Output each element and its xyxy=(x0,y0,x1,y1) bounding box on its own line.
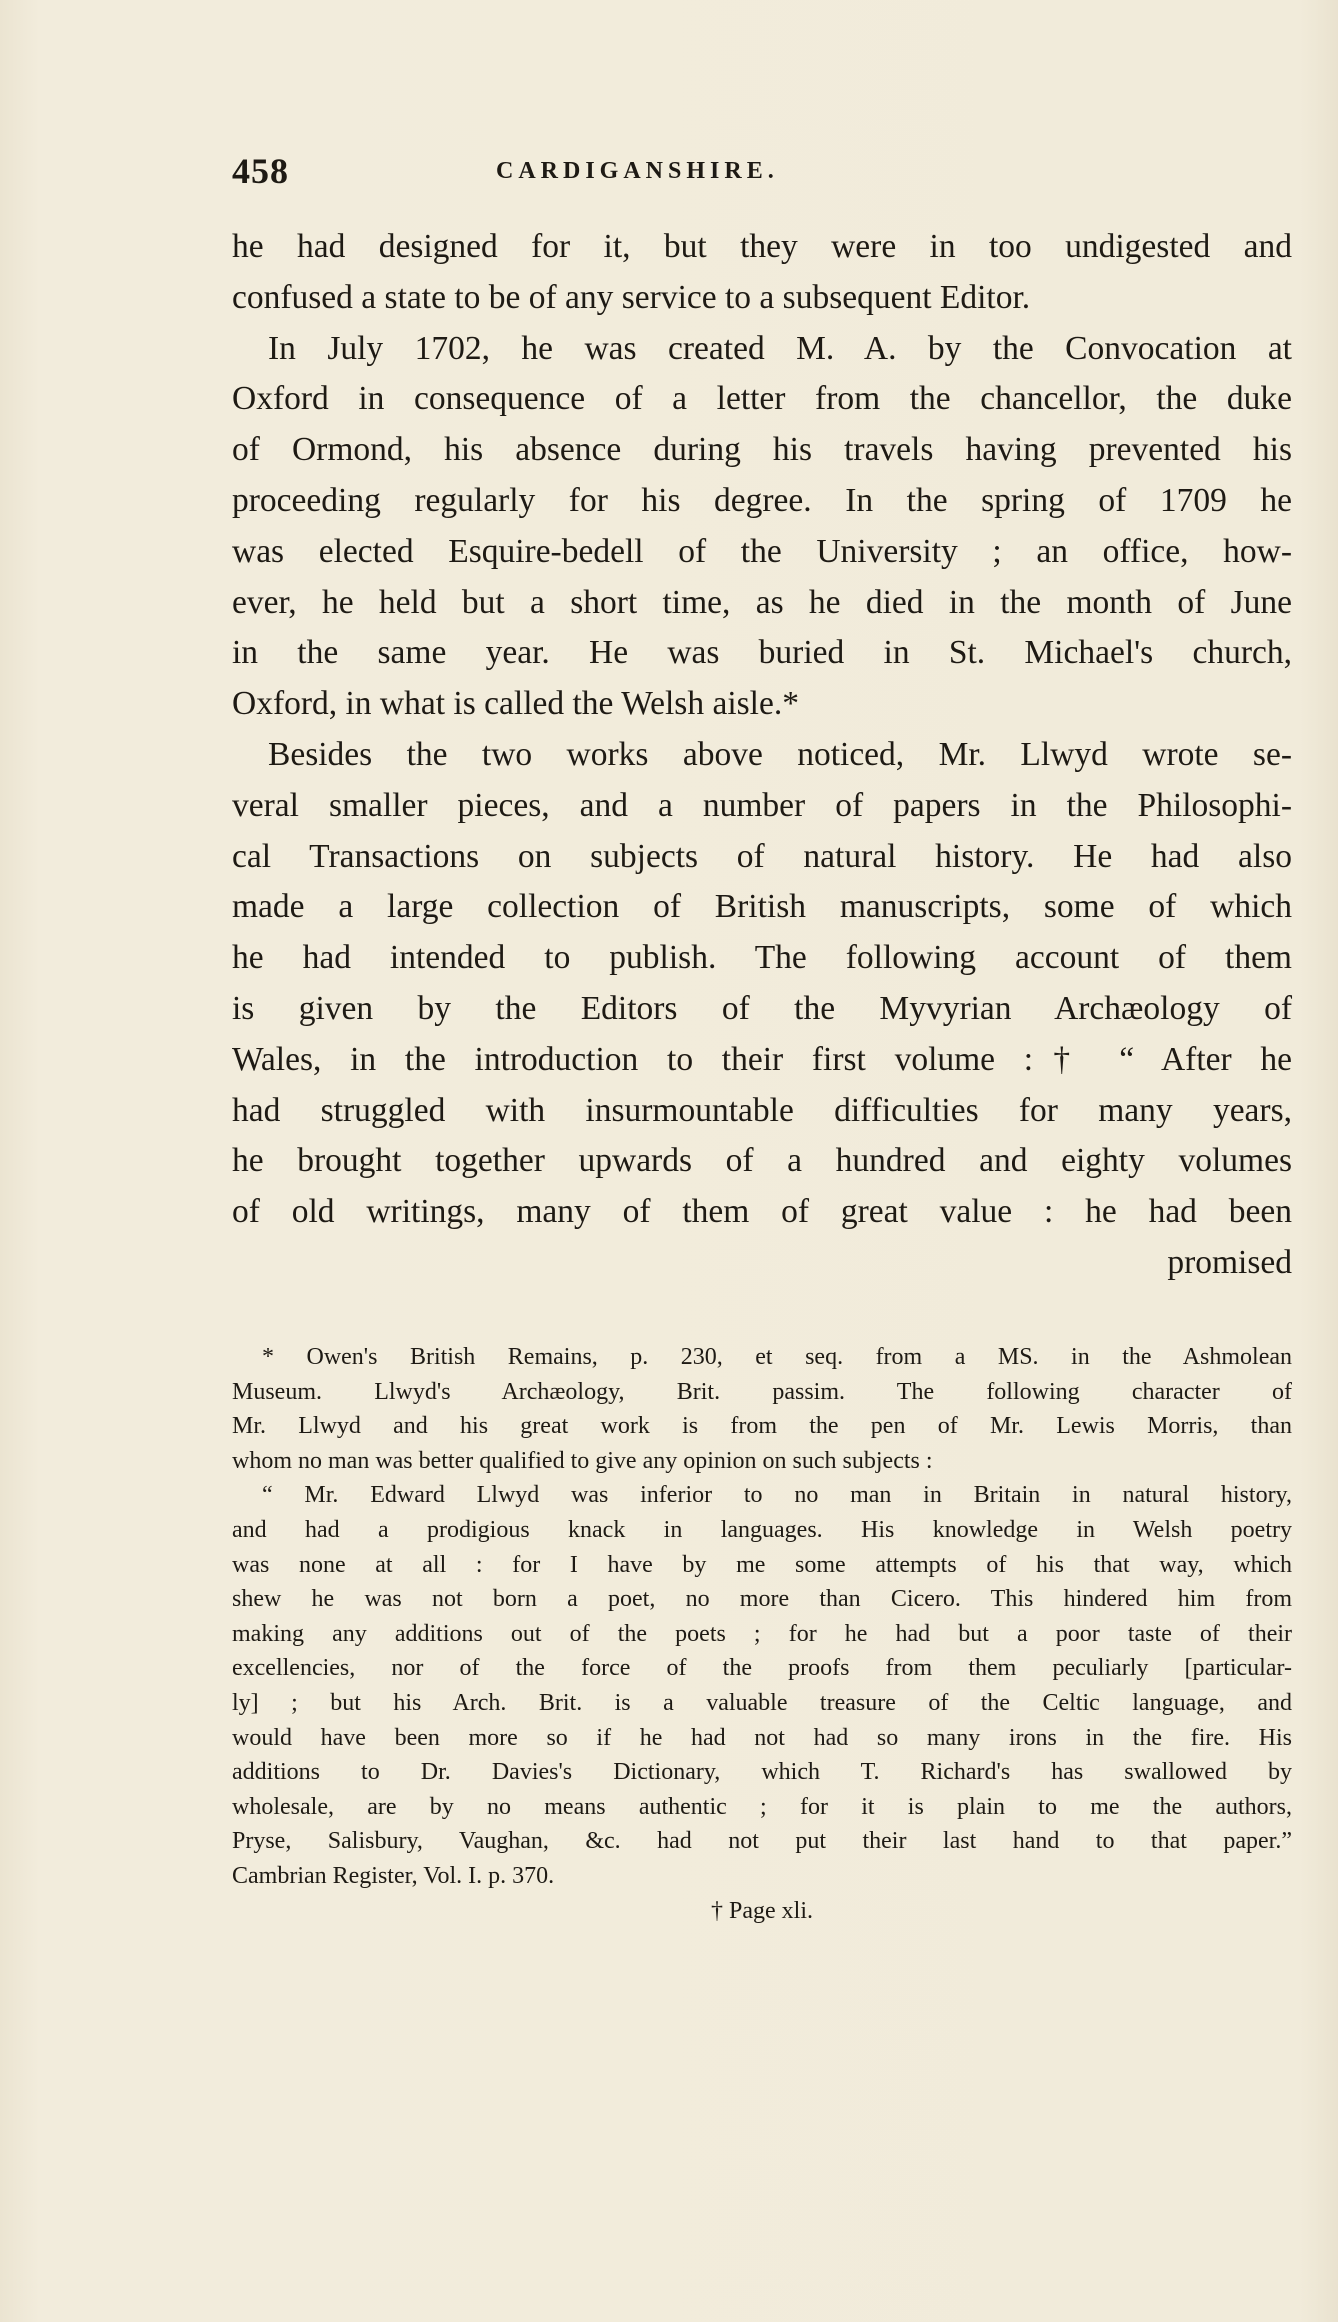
footnote-line: * Owen's British Remains, p. 230, et seq. from a MS. in the Ashmolean xyxy=(262,1344,1292,1370)
page-header xyxy=(232,150,1292,200)
body-line: Besides the two works above noticed, Mr. Llwyd wrote se- xyxy=(268,735,1292,773)
body-line: confused a state to be of any service to a subsequent Editor. xyxy=(232,278,1031,316)
body-line: Oxford, in what is called the Welsh aisle.* xyxy=(232,685,799,723)
body-line: was elected Esquire-bedell of the University ; an office, how- xyxy=(232,532,1292,570)
body-line: of old writings, many of them of great value : he had been xyxy=(232,1193,1292,1231)
body-line: veral smaller pieces, and a number of papers in the Philosophi- xyxy=(232,786,1292,824)
footnote-line: was none at all : for I have by me some attempts of his that way, which xyxy=(232,1551,1292,1578)
footnote-line: excellencies, nor of the force of the proofs from them peculiarly [particular- xyxy=(232,1655,1292,1682)
footnote-line: wholesale, are by no means authentic ; for it is plain to me the authors, xyxy=(232,1793,1292,1820)
footnote-line: shew he was not born a poet, no more than Cicero. This hindered him from xyxy=(232,1586,1292,1613)
body-line: cal Transactions on subjects of natural history. He had also xyxy=(232,837,1292,875)
footnote-line: Museum. Llwyd's Archæology, Brit. passim. The following character of xyxy=(232,1378,1292,1405)
page-number: 458 xyxy=(232,151,289,191)
footnote-line: making any additions out of the poets ; for he had but a poor taste of their xyxy=(232,1620,1292,1647)
body-line: he brought together upwards of a hundred and eighty volumes xyxy=(232,1142,1292,1180)
body-line: had struggled with insurmountable difficulties for many years, xyxy=(232,1091,1292,1129)
body-line: of Ormond, his absence during his travels having prevented his xyxy=(232,431,1292,469)
body-line: is given by the Editors of the Myvyrian Archæology of xyxy=(232,989,1292,1027)
body-line: proceeding regularly for his degree. In the spring of 1709 he xyxy=(232,481,1292,519)
footnote-line: Pryse, Salisbury, Vaughan, &c. had not put their last hand to that paper.” xyxy=(232,1828,1292,1855)
body-line: he had designed for it, but they were in too undigested and xyxy=(232,228,1292,265)
footnote-line: Cambrian Register, Vol. I. p. 370. xyxy=(232,1862,555,1889)
footnote-line: ly] ; but his Arch. Brit. is a valuable treasure of the Celtic language, and xyxy=(232,1689,1292,1716)
body-line: ever, he held but a short time, as he died in the month of June xyxy=(232,583,1292,621)
body-line: Oxford in consequence of a letter from the chancellor, the duke xyxy=(232,380,1292,418)
footnote-line: “ Mr. Edward Llwyd was inferior to no man in Britain in natural history, xyxy=(262,1482,1292,1509)
footnote-line: additions to Dr. Davies's Dictionary, which T. Richard's has swallowed by xyxy=(232,1759,1292,1786)
main-text xyxy=(232,222,1292,1289)
body-line: in the same year. He was buried in St. Michael's church, xyxy=(232,634,1292,672)
body-line: made a large collection of British manuscripts, some of which xyxy=(232,888,1292,926)
body-line: In July 1702, he was created M. A. by the Convocation at xyxy=(268,329,1292,367)
footnote-line: whom no man was better qualified to give any opinion on such subjects : xyxy=(232,1447,933,1474)
body-line: he had intended to publish. The following account of them xyxy=(232,939,1292,977)
running-head: CARDIGANSHIRE. xyxy=(496,158,779,184)
footnotes xyxy=(232,1340,1292,1928)
footnote-line: † Page xli. xyxy=(711,1897,813,1924)
footnote-line: Mr. Llwyd and his great work is from the pen of Mr. Lewis Morris, than xyxy=(232,1413,1292,1440)
body-line: Wales, in the introduction to their first volume :† “ After he xyxy=(232,1040,1292,1078)
catchword: promised xyxy=(1167,1243,1292,1281)
footnote-line: and had a prodigious knack in languages. His knowledge in Welsh poetry xyxy=(232,1516,1292,1543)
footnote-line: would have been more so if he had not had so many irons in the fire. His xyxy=(232,1724,1292,1751)
